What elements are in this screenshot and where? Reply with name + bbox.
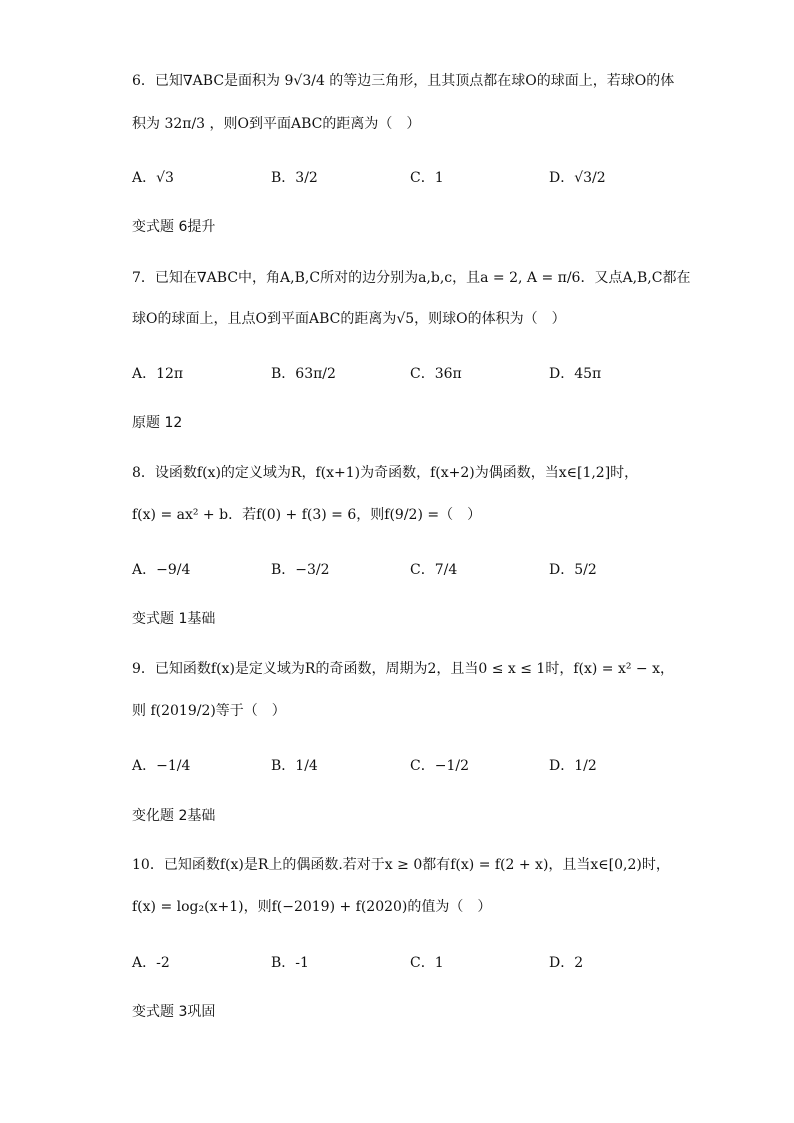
question-9-option-a: A．−1/4 xyxy=(132,758,191,774)
question-6-option-d: D．√3/2 xyxy=(549,170,606,186)
question-6-line-2: 积为 32π/3 ，则O到平面ABC的距离为（ ） xyxy=(132,116,421,132)
question-6-option-a: A．√3 xyxy=(132,170,174,186)
question-10-option-d: D．2 xyxy=(549,955,584,971)
question-9-line-1: 9．已知函数f(x)是定义域为R的奇函数，周期为2，且当0 ≤ x ≤ 1时，f(x) = x² − x， xyxy=(132,661,674,677)
question-10-option-a: A．-2 xyxy=(132,955,170,971)
question-8-option-b: B．−3/2 xyxy=(271,562,330,578)
question-7-line-1: 7．已知在∇ABC中，角A,B,C所对的边分别为a,b,c，且a = 2, A = π/6．又点A,B,C都在 xyxy=(132,270,691,286)
question-7-option-a: A．12π xyxy=(132,366,184,382)
question-9-line-2: 则 f(2019/2)等于（ ） xyxy=(132,703,286,719)
question-10-tag: 变式题 3巩固 xyxy=(132,1004,216,1020)
question-8-tag: 变式题 1基础 xyxy=(132,611,216,627)
question-9-option-c: C．−1/2 xyxy=(410,758,469,774)
question-8-option-c: C．7/4 xyxy=(410,562,458,578)
question-6-tag: 变式题 6提升 xyxy=(132,219,216,235)
question-8-line-1: 8．设函数f(x)的定义域为R，f(x+1)为奇函数，f(x+2)为偶函数，当x∈[1,2]时， xyxy=(132,465,639,481)
question-10-line-2: f(x) = log₂(x+1)，则f(−2019) + f(2020)的值为（ ） xyxy=(132,899,492,915)
question-9-option-b: B．1/4 xyxy=(271,758,318,774)
question-8-option-d: D．5/2 xyxy=(549,562,597,578)
question-8-option-a: A．−9/4 xyxy=(132,562,191,578)
question-7-line-2: 球O的球面上，且点O到平面ABC的距离为√5，则球O的体积为（ ） xyxy=(132,311,566,327)
question-9-tag: 变化题 2基础 xyxy=(132,808,216,824)
question-8-line-2: f(x) = ax² + b．若f(0) + f(3) = 6，则f(9/2) =（ ） xyxy=(132,507,482,523)
question-7-option-c: C．36π xyxy=(410,366,462,382)
question-6-line-1: 6．已知∇ABC是面积为 9√3/4 的等边三角形，且其顶点都在球O的球面上，若球O的体 xyxy=(132,73,675,89)
question-6-option-b: B．3/2 xyxy=(271,170,318,186)
question-7-option-d: D．45π xyxy=(549,366,602,382)
question-9-option-d: D．1/2 xyxy=(549,758,597,774)
question-7-option-b: B．63π/2 xyxy=(271,366,336,382)
question-10-line-1: 10．已知函数f(x)是R上的偶函数.若对于x ≥ 0都有f(x) = f(2 + x)，且当x∈[0,2)时， xyxy=(132,857,670,873)
question-7-tag: 原题 12 xyxy=(132,415,183,431)
question-10-option-b: B．-1 xyxy=(271,955,309,971)
question-10-option-c: C．1 xyxy=(410,955,444,971)
question-6-option-c: C．1 xyxy=(410,170,444,186)
